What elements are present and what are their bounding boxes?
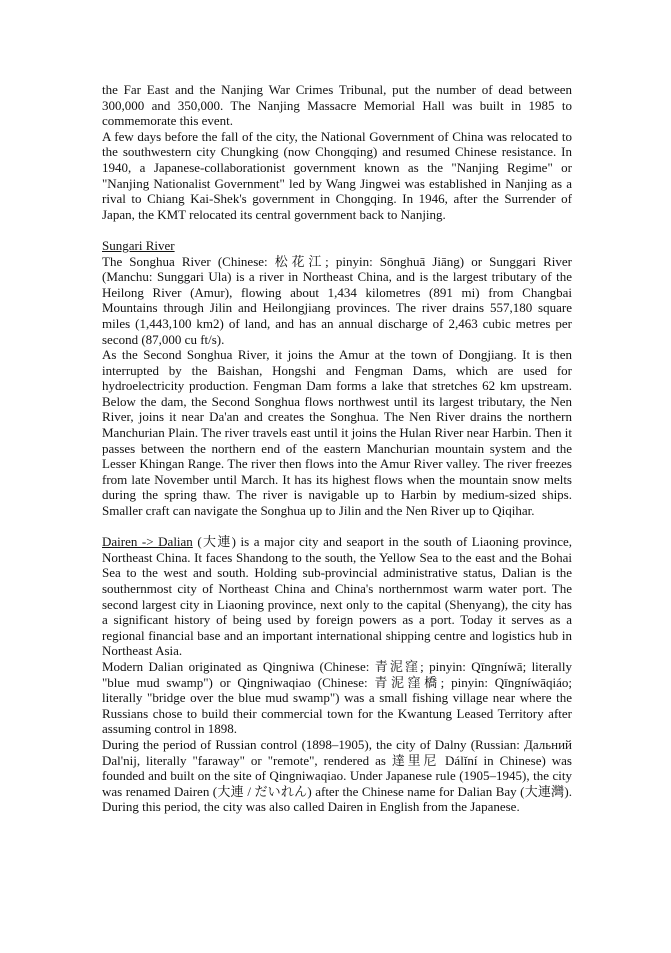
document-page xyxy=(102,82,572,815)
nanjing-paragraph-1: the Far East and the Nanjing War Crimes Tribunal, put the number of dead between 300,000 and 350,000. The Nanjing Massacre Memorial Hall was built in 1985 to commemorate this event. xyxy=(102,82,572,129)
sungari-paragraph-1: The Songhua River (Chinese: 松花江; pinyin: Sōnghuā Jiāng) or Sunggari River (Manchu: Sunggari Ula) is a river in Northeast China, and is the largest tributary of the Heilong River (Amur), flowing about 1,434 kilometres (891 mi) from Changbai Mountains through Jilin and Heilongjiang provinces. The river drains 557,180 square miles (1,443,100 km2) of land, and has an annual discharge of 2,463 cubic metres per second (87,000 cu ft/s). xyxy=(102,253,572,347)
dairen-paragraph-2: Modern Dalian originated as Qingniwa (Chinese: 青泥窪; pinyin: Qīngníwā; literally "blue mud swamp") or Qingniwaqiao (Chinese: 青泥窪橋; pinyin: Qīngníwāqiáo; literally "bridge over the blue mud swamp") was a small fishing village near where the Russians chose to build their commercial town for the Kwantung Leased Territory after assuming control in 1898. xyxy=(102,658,572,737)
section-spacer xyxy=(102,222,572,238)
sungari-paragraph-2: As the Second Songhua River, it joins the Amur at the town of Dongjiang. It is then interrupted by the Baishan, Hongshi and Fengman Dams, which are used for hydroelectricity production. Fengman Dam forms a lake that stretches 62 km upstream. Below the dam, the Second Songhua flows northwest until its largest tributary, the Nen River, joins it near Da'an and creates the Songhua. The Nen River drains the northern Manchurian Plain. The river travels east until it joins the Hulan River near Harbin. Then it passes between the northern end of the eastern Manchurian mountain system and the Lesser Khingan Range. The river then flows into the Amur River valley. The river freezes from late November until March. It has its highest flows when the mountain snow melts during the spring thaw. The river is navigable up to Harbin by medium-sized ships. Smaller craft can navigate the Songhua up to Jilin and the Nen River up to Qiqihar. xyxy=(102,347,572,519)
dairen-dalian-heading: Dairen -> Dalian xyxy=(102,534,193,550)
dairen-paragraph-1 xyxy=(102,534,572,659)
sungari-river-heading: Sungari River xyxy=(102,237,175,253)
dairen-paragraph-3: During the period of Russian control (1898–1905), the city of Dalny (Russian: Дальний Dal'nij, literally "faraway" or "remote", rendered as 達里尼 Dálǐní in Chinese) was founded and built on the site of Qingniwaqiao. Under Japanese rule (1905–1945), the city was renamed Dairen (大連 / だいれん) after the Chinese name for Dalian Bay (大連灣). During this period, the city was also called Dairen in English from the Japanese. xyxy=(102,736,572,815)
section-spacer xyxy=(102,519,572,535)
dairen-paragraph-1-text: (大連) is a major city and seaport in the south of Liaoning province, Northeast China. It faces Shandong to the south, the Yellow Sea to the east and the Bohai Sea to the west and south. Holding sub-provincial administrative status, Dalian is the southernmost city of Northeast China and China's northernmost warm water port. The second largest city in Liaoning province, next only to the capital (Shenyang), the city has a significant history of being used by foreign powers as a port. Today it serves as a regional financial base and an important international shipping centre and logistics hub in Northeast Asia. xyxy=(102,534,572,659)
nanjing-paragraph-2: A few days before the fall of the city, the National Government of China was relocated to the southwestern city Chungking (now Chongqing) and resumed Chinese resistance. In 1940, a Japanese-collaborationist government known as the "Nanjing Regime" or "Nanjing Nationalist Government" led by Wang Jingwei was established in Nanjing as a rival to Chiang Kai-Shek's government in Chongqing. In 1946, after the Surrender of Japan, the KMT relocated its central government back to Nanjing. xyxy=(102,128,572,222)
